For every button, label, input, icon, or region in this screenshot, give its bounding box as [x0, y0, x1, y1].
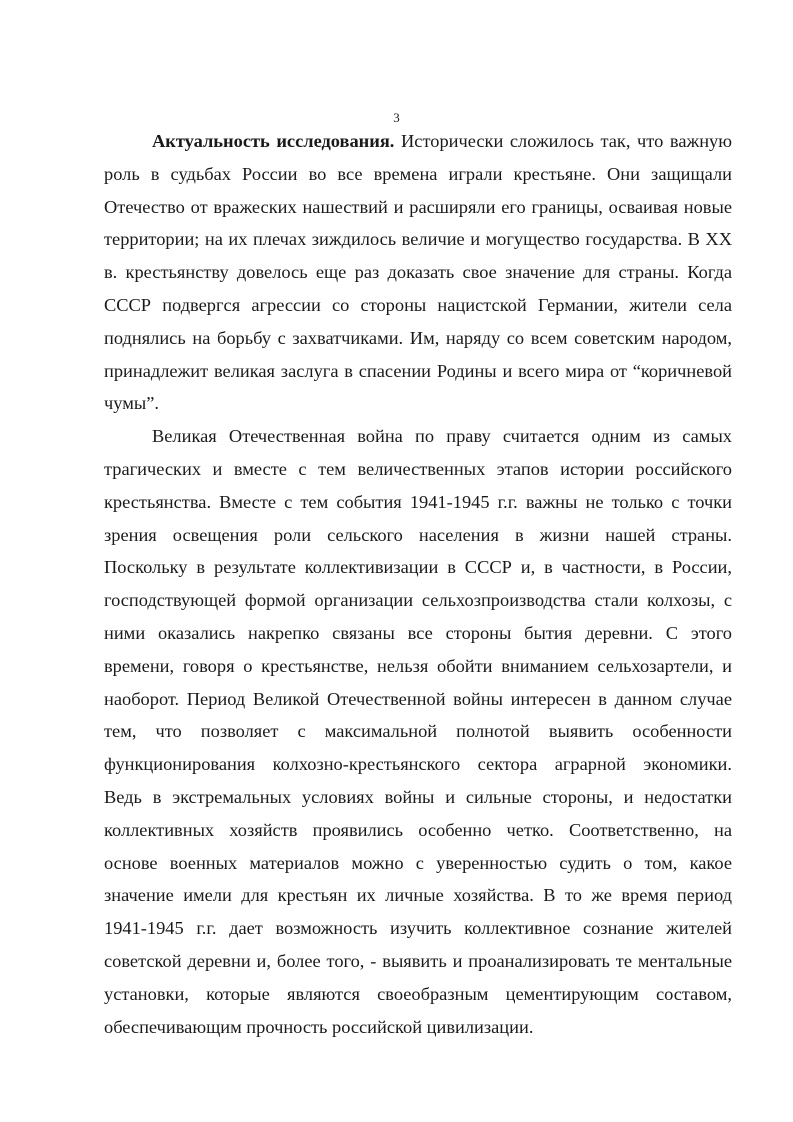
text-line-content: Исторически сложилось так, что важную — [401, 131, 732, 151]
text-line: поднялись на борьбу с захватчиками. Им, наряду со всем советским народом, — [104, 327, 732, 348]
text-line: основе военных материалов можно с уверенностью судить о том, какое — [104, 852, 732, 873]
text-line: Великая Отечественная война по праву считается одним из самых — [152, 426, 732, 447]
text-line: установки, которые являются своеобразным цементирующим составом, — [104, 983, 732, 1004]
text-line: роль в судьбах России во все времена играли крестьяне. Они защищали — [104, 163, 732, 184]
text-line: времени, говоря о крестьянстве, нельзя обойти вниманием сельхозартели, и — [104, 655, 732, 676]
text-line: господствующей формой организации сельхозпроизводства стали колхозы, с — [104, 590, 732, 611]
text-line: значение имели для крестьян их личные хозяйства. В то же время период — [104, 885, 732, 906]
page-number: 3 — [393, 110, 400, 125]
body-text — [104, 125, 732, 1043]
text-line: обеспечивающим прочность российской цивилизации. — [104, 1016, 534, 1037]
text-line: 1941-1945 г.г. дает возможность изучить коллективное сознание жителей — [104, 918, 732, 939]
text-line: территории; на их плечах зиждилось величие и могущество государства. В XX — [104, 229, 732, 250]
text-line: принадлежит великая заслуга в спасении Родины и всего мира от “коричневой — [104, 360, 732, 381]
text-line: советской деревни и, более того, - выявить и проанализировать те ментальные — [104, 950, 732, 971]
paragraph-great-patriotic-war — [104, 420, 732, 1043]
paragraph-relevance — [104, 125, 732, 420]
text-line: Отечество от вражеских нашествий и расширяли его границы, осваивая новые — [104, 196, 732, 217]
text-line: тем, что позволяет с максимальной полнотой выявить особенности — [104, 721, 732, 742]
text-line: в. крестьянству довелось еще раз доказать свое значение для страны. Когда — [104, 262, 732, 283]
text-line: Поскольку в результате коллективизации в СССР и, в частности, в России, — [104, 557, 732, 578]
text-line — [104, 125, 732, 158]
text-line: коллективных хозяйств проявились особенно четко. Соответственно, на — [104, 819, 732, 840]
section-heading: Актуальность исследования. — [152, 131, 395, 151]
text-line: крестьянства. Вместе с тем события 1941-1945 г.г. важны не только с точки — [104, 491, 732, 512]
text-line: зрения освещения роли сельского населения в жизни нашей страны. — [104, 524, 732, 545]
text-line: функционирования колхозно-крестьянского сектора аграрной экономики. — [104, 754, 732, 775]
text-line: чумы”. — [104, 393, 159, 414]
text-line: наоборот. Период Великой Отечественной войны интересен в данном случае — [104, 688, 732, 709]
text-line: Ведь в экстремальных условиях войны и сильные стороны, и недостатки — [104, 786, 732, 807]
text-line: ними оказались накрепко связаны все стороны бытия деревни. С этого — [104, 622, 732, 643]
text-line: СССР подвергся агрессии со стороны нацистской Германии, жители села — [104, 294, 732, 315]
text-line: трагических и вместе с тем величественных этапов истории российского — [104, 458, 732, 479]
